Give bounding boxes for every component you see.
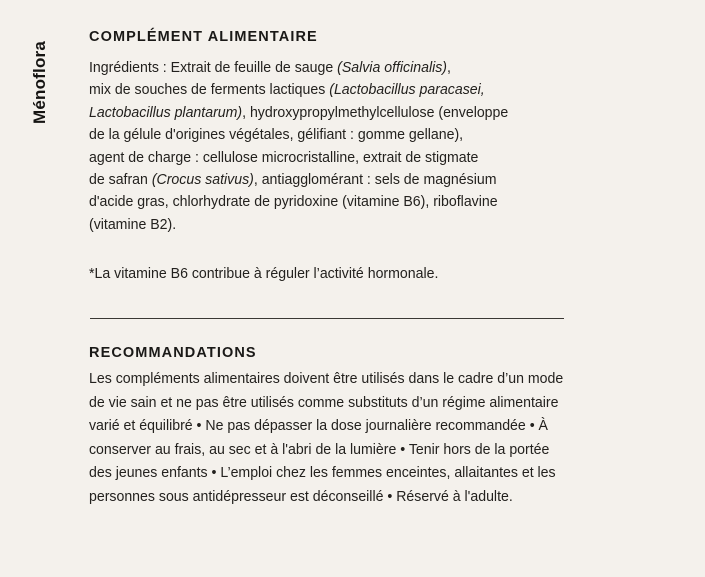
ingredients-line: (vitamine B2). (89, 215, 177, 233)
recommendations-heading: RECOMMANDATIONS (89, 345, 257, 361)
recommendations-line: de vie sain et ne pas être utilisés comme substituts d’un régime alimentaire (89, 393, 559, 411)
recommendations-text (89, 367, 563, 509)
recommendations-line: des jeunes enfants • L’emploi chez les femmes enceintes, allaitantes et les (89, 464, 556, 482)
recommendations-line: varié et équilibré • Ne pas dépasser la dose journalière recommandée • À (89, 417, 548, 435)
recommendations-line: Les compléments alimentaires doivent être utilisés dans le cadre d’un mode (89, 370, 564, 387)
ingredients-line: de la gélule d'origines végétales, gélifiant : gomme gellane), (89, 126, 464, 144)
ingredients-line: d'acide gras, chlorhydrate de pyridoxine (vitamine B6), riboflavine (89, 193, 498, 211)
vitamin-b6-footnote: *La vitamine B6 contribue à réguler l’activité hormonale. (89, 265, 439, 282)
recommendations-line: personnes sous antidépresseur est déconseillé • Réservé à l'adulte. (89, 487, 513, 505)
recommendations-line: conserver au frais, au sec et à l'abri de la lumière • Tenir hors de la portée (89, 440, 550, 458)
brand-name: Ménoflora (30, 40, 49, 124)
ingredients-line: Lactobacillus plantarum), hydroxypropylmethylcellulose (enveloppe (89, 103, 509, 121)
composition-heading: COMPLÉMENT ALIMENTAIRE (89, 29, 318, 45)
ingredients-text (89, 57, 526, 236)
ingredients-line: Ingrédients : Extrait de feuille de sauge (Salvia officinalis), (89, 59, 451, 76)
ingredients-line: agent de charge : cellulose microcristalline, extrait de stigmate (89, 148, 479, 166)
section-divider (90, 318, 564, 319)
ingredients-line: mix de souches de ferments lactiques (Lactobacillus paracasei, (89, 81, 485, 99)
ingredients-line: de safran (Crocus sativus), antiagglomérant : sels de magnésium (89, 171, 497, 189)
